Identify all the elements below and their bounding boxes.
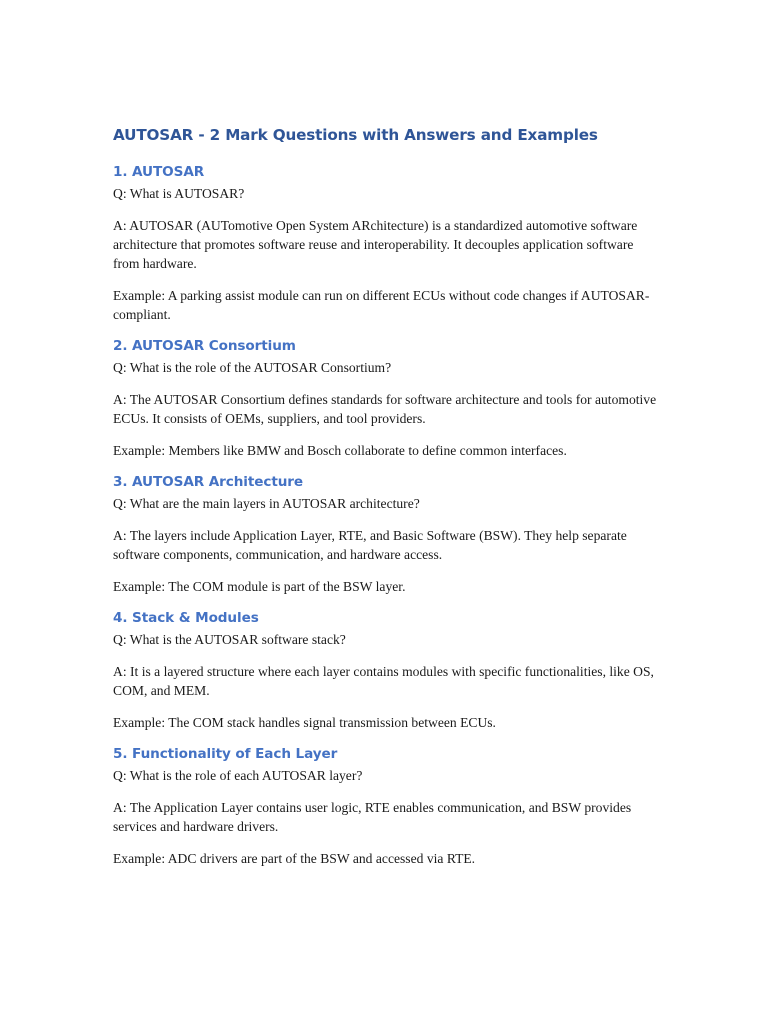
answer-text: A: The layers include Application Layer, RTE, and Basic Software (BSW). They help separate software components, communication, and hardware access. — [113, 528, 627, 562]
question-text: Q: What is the AUTOSAR software stack? — [113, 632, 346, 647]
question-text: Q: What are the main layers in AUTOSAR architecture? — [113, 496, 420, 511]
document-title: AUTOSAR - 2 Mark Questions with Answers and Examples — [113, 126, 598, 144]
section-heading: 5. Functionality of Each Layer — [113, 746, 338, 762]
example-text: Example: ADC drivers are part of the BSW and accessed via RTE. — [113, 851, 476, 866]
section-stack-modules — [113, 609, 658, 732]
example-text: Example: The COM stack handles signal transmission between ECUs. — [113, 715, 496, 730]
answer-text: A: The AUTOSAR Consortium defines standards for software architecture and tools for automotive ECUs. It consists of OEMs, suppliers, and tool providers. — [113, 392, 657, 426]
section-heading: 2. AUTOSAR Consortium — [113, 338, 296, 354]
section-heading: 1. AUTOSAR — [113, 164, 205, 180]
question-text: Q: What is the role of the AUTOSAR Consortium? — [113, 360, 392, 375]
example-text: Example: A parking assist module can run on different ECUs without code changes if AUTOSAR-compliant. — [113, 288, 650, 322]
section-autosar — [113, 163, 658, 324]
section-layer-functionality — [113, 745, 658, 868]
answer-text: A: The Application Layer contains user logic, RTE enables communication, and BSW provides services and hardware drivers. — [113, 800, 632, 834]
question-text: Q: What is the role of each AUTOSAR layer? — [113, 768, 363, 783]
question-text: Q: What is AUTOSAR? — [113, 186, 245, 201]
example-text: Example: Members like BMW and Bosch collaborate to define common interfaces. — [113, 443, 567, 458]
document-page — [113, 124, 658, 881]
answer-text: A: AUTOSAR (AUTomotive Open System ARchitecture) is a standardized automotive software architecture that promotes software reuse and interoperability. It decouples application software from hardware. — [113, 218, 638, 271]
example-text: Example: The COM module is part of the BSW layer. — [113, 579, 406, 594]
section-heading: 3. AUTOSAR Architecture — [113, 474, 304, 490]
section-autosar-architecture — [113, 473, 658, 596]
section-autosar-consortium — [113, 337, 658, 460]
section-heading: 4. Stack & Modules — [113, 610, 259, 626]
answer-text: A: It is a layered structure where each layer contains modules with specific functionalities, like OS, COM, and MEM. — [113, 664, 654, 698]
